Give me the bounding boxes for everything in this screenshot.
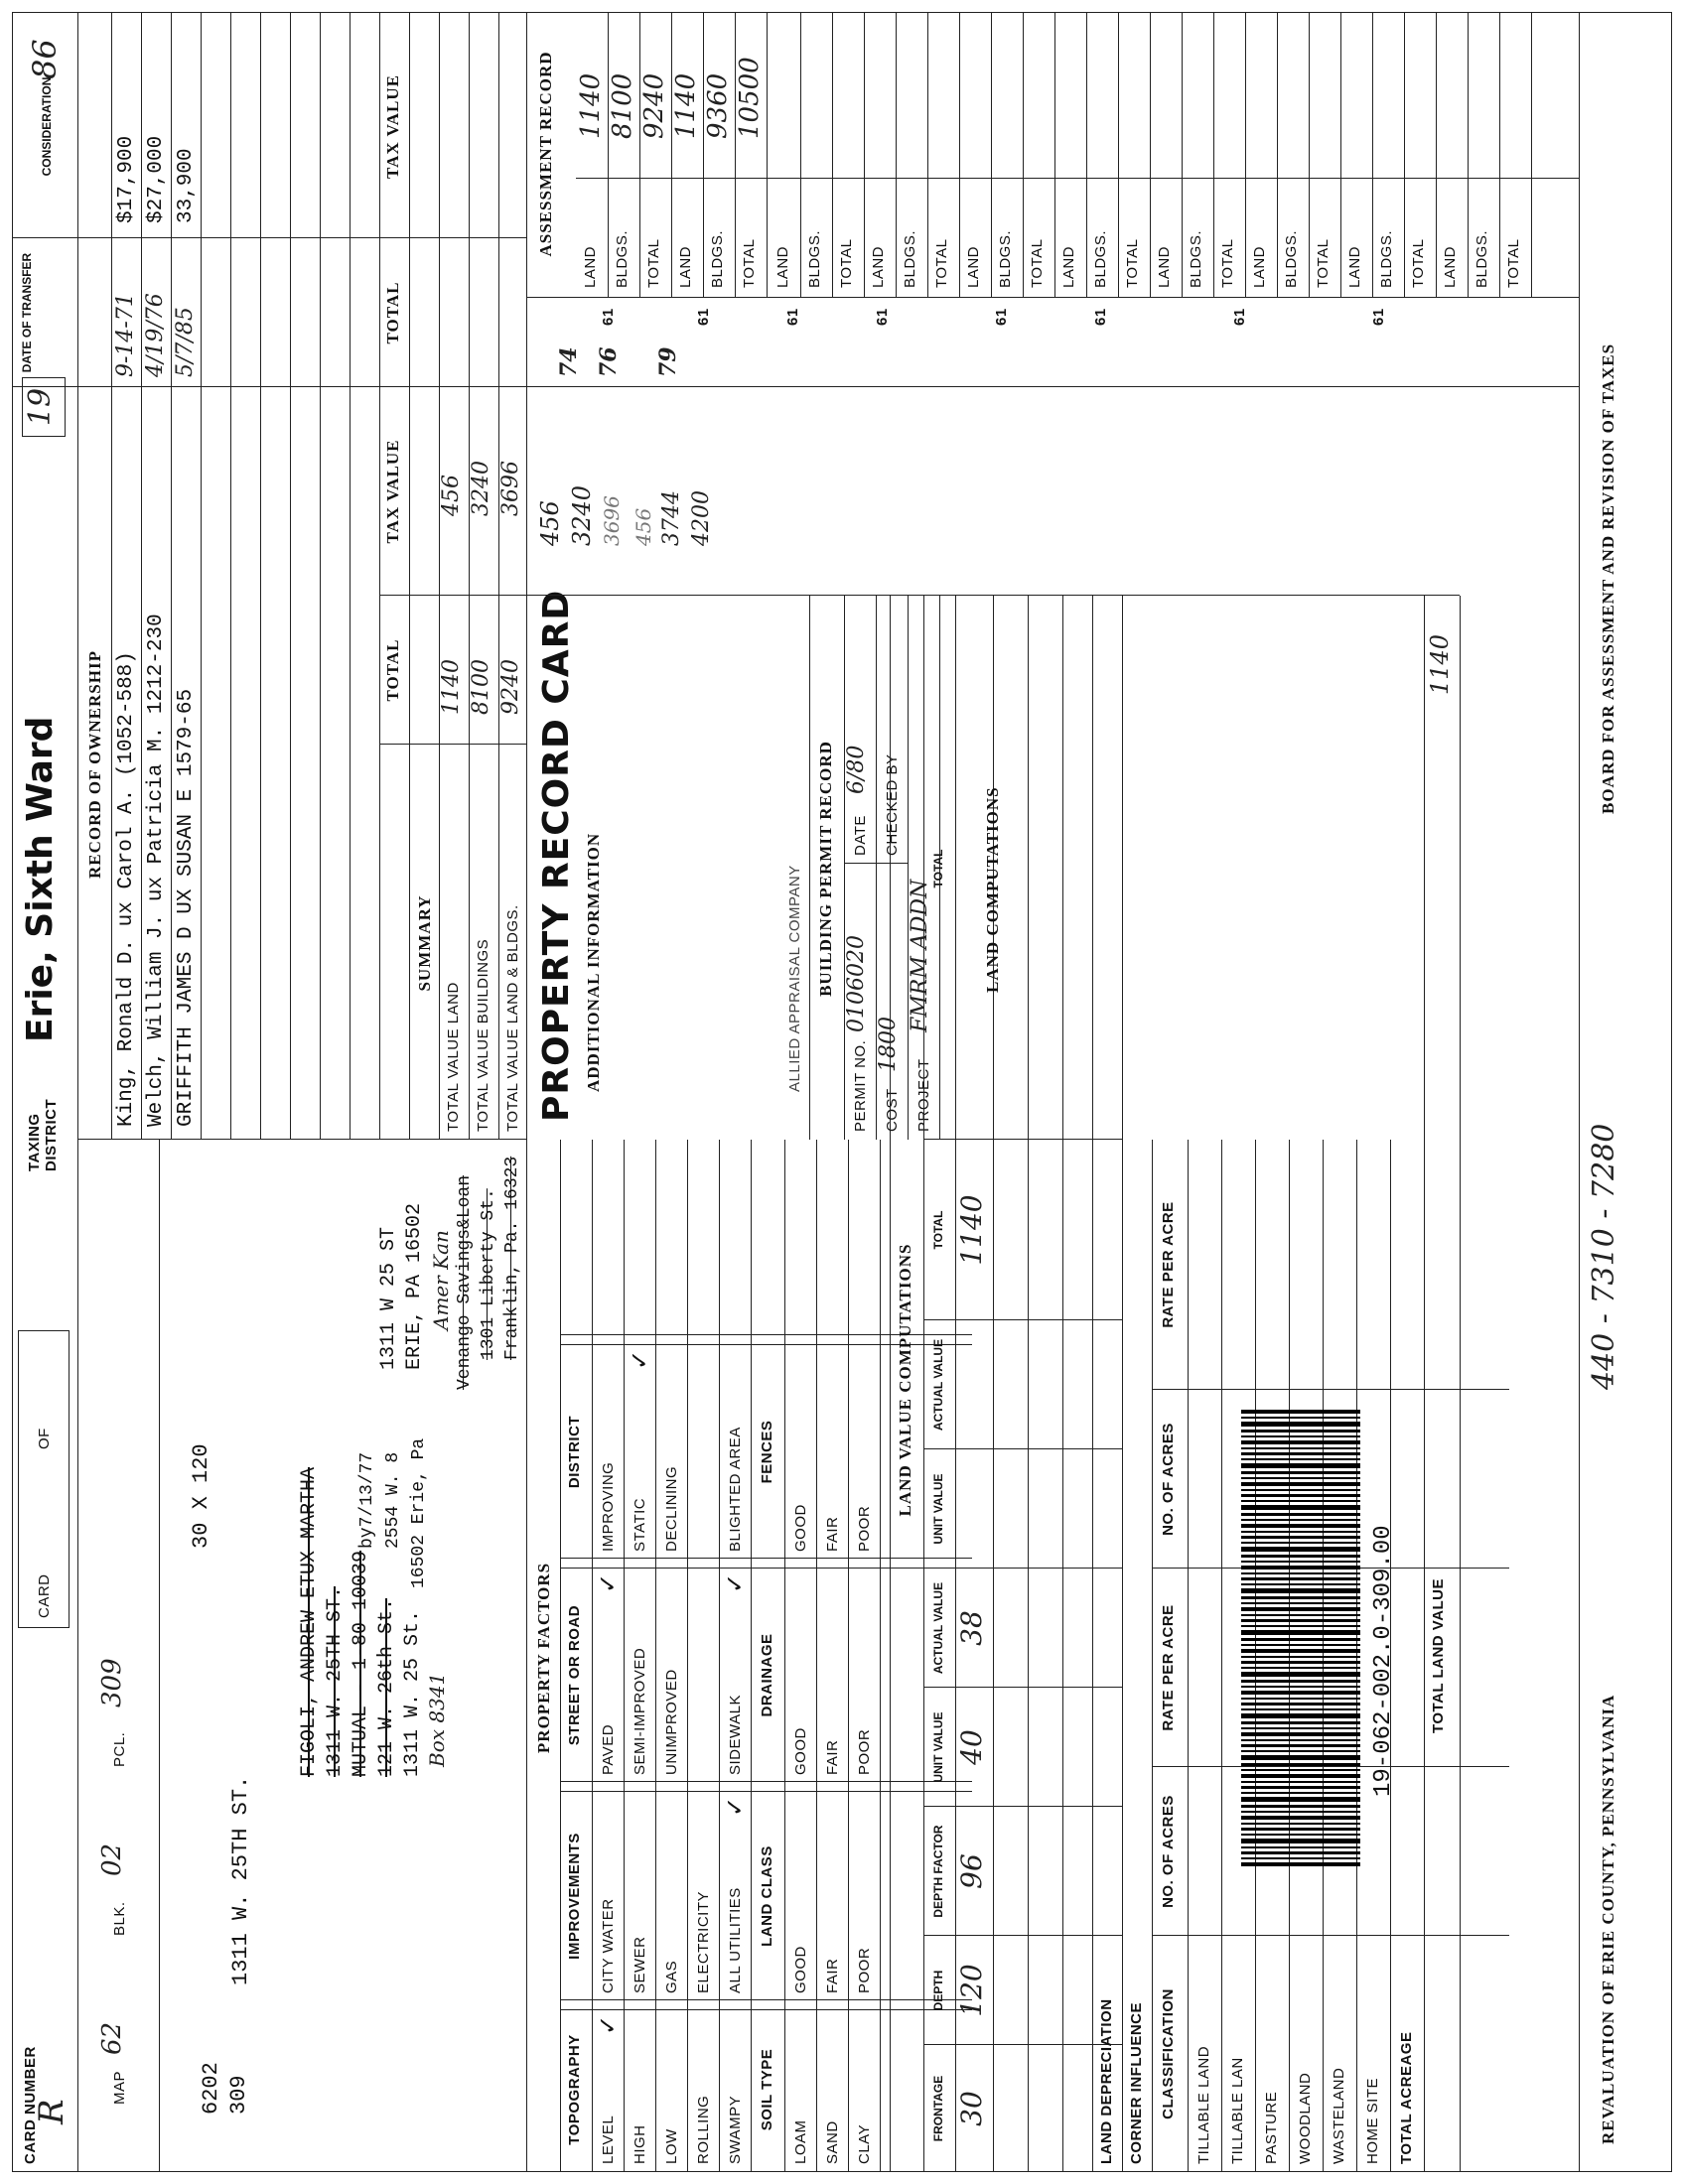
topography-label: TOPOGRAPHY — [566, 2034, 583, 2145]
tax-value-1: 456 — [536, 500, 564, 546]
owner-row-3: GRIFFITH JAMES D UX SUSAN E 1579-65 — [175, 688, 198, 1127]
owner-note-4: 121 W. 26th St. — [375, 1597, 398, 1777]
consideration-label: CONSIDERATION — [40, 76, 54, 177]
assess-year-1: 74 — [556, 346, 582, 377]
blank-land-7: LAND — [1346, 245, 1363, 288]
assess-land-2-value: 1140 — [671, 72, 701, 139]
bank-line-2: 1301 Liberty St. — [479, 1188, 498, 1360]
assess-year-9: 61 — [1092, 308, 1109, 326]
assess-land-2: LAND — [677, 245, 694, 288]
owner-note-by: by7/13/77 — [357, 1451, 377, 1549]
blank-total-5: TOTAL — [1219, 238, 1236, 288]
summary-total-label: TOTAL — [383, 638, 402, 702]
imp-gas: GAS — [663, 1960, 680, 1993]
permit-cost-label: COST — [884, 1088, 901, 1132]
footer-left: REVALUATION OF ERIE COUNTY, PENNSYLVANIA — [1599, 1694, 1617, 2144]
factors-title: PROPERTY FACTORS — [534, 1562, 553, 1754]
owner-row-1: King, Ronald D. ux Carol A. (1052-588) — [115, 651, 138, 1127]
pcl-label: PCL. — [111, 1731, 128, 1767]
imp-sewer: SEWER — [632, 1936, 648, 1993]
blank-bldgs-4: BLDGS. — [1092, 229, 1109, 288]
acre-col-classification: CLASSIFICATION — [1160, 1988, 1177, 2119]
checked-by-label: CHECKED BY — [884, 753, 901, 856]
ownership-title: RECORD OF OWNERSHIP — [85, 650, 104, 879]
summary-row-3-tax: 3696 — [498, 461, 523, 516]
tax-value-6: 4200 — [689, 490, 714, 546]
acre-col-rate-1: RATE PER ACRE — [1160, 1604, 1177, 1731]
check-paved: ✓ — [595, 1572, 622, 1593]
assess-year-10: 61 — [1231, 308, 1248, 326]
blank-bldgs-5: BLDGS. — [1188, 229, 1204, 288]
footer-right: BOARD FOR ASSESSMENT AND REVISION OF TAXES — [1599, 342, 1617, 814]
district-improving: IMPROVING — [600, 1461, 617, 1552]
assess-land-1-value: 1140 — [576, 72, 606, 139]
owner-note-1: FIGOLI, ANDREW ETUX MARTHA — [298, 1466, 321, 1777]
summary-row-1-total: 1140 — [439, 659, 464, 715]
fences-good: GOOD — [792, 1504, 809, 1552]
additional-info-title: ADDITIONAL INFORMATION — [584, 832, 603, 1092]
imp-city-water: CITY WATER — [600, 1898, 617, 1993]
summary-title: SUMMARY — [415, 894, 434, 992]
acre-col-acres-1: NO. OF ACRES — [1160, 1795, 1177, 1908]
blank-bldgs-2: BLDGS. — [902, 229, 918, 288]
permit-date-label: DATE — [852, 815, 869, 856]
lv-col-frontage: FRONTAGE — [931, 2075, 945, 2142]
district-declining: DECLINING — [663, 1465, 680, 1552]
map-label: MAP — [111, 2070, 128, 2105]
permit-cost: 1800 — [876, 1017, 901, 1072]
card-number: R — [32, 2099, 71, 2124]
acre-col-acres-2: NO. OF ACRES — [1160, 1423, 1177, 1536]
pcl-value: 309 — [97, 1658, 127, 1707]
district-blighted: BLIGHTED AREA — [727, 1427, 744, 1552]
parcel-id-1: 6202 — [199, 2062, 223, 2115]
street-label: STREET OR ROAD — [566, 1604, 583, 1746]
owner-row-2-date: 4/19/76 — [143, 293, 168, 377]
owner-row-3-date: 5/7/85 — [173, 307, 198, 377]
owner-note-2: 1311 W. 25TH ST. — [324, 1585, 347, 1777]
acre-pasture: PASTURE — [1263, 2091, 1280, 2164]
lv-col-depth-factor: DEPTH FACTOR — [931, 1825, 945, 1918]
tax-value-4: 456 — [632, 507, 655, 546]
owner-row-1-consideration: $17,900 — [115, 135, 138, 223]
project-label: PROJECT — [915, 1058, 932, 1132]
fences-fair: FAIR — [824, 1516, 841, 1552]
mail-line-1: 1311 W 25 ST — [377, 1226, 400, 1370]
acre-tillable-2: TILLABLE LAN — [1229, 2057, 1246, 2164]
drainage-poor: POOR — [856, 1728, 873, 1775]
acre-tillable-1: TILLABLE LAND — [1195, 2045, 1212, 2164]
permit-date: 6/80 — [844, 745, 869, 794]
blank-bldgs-8: BLDGS. — [1474, 229, 1490, 288]
fences-label: FENCES — [759, 1420, 775, 1484]
taxing-district: Erie, Sixth Ward — [20, 716, 61, 1042]
blank-bldgs-1: BLDGS. — [806, 229, 823, 288]
land-value-title: LAND VALUE COMPUTATIONS — [896, 1243, 914, 1517]
blank-land-6: LAND — [1251, 245, 1268, 288]
assess-year-4: 61 — [600, 308, 617, 326]
soil-clay: CLAY — [856, 2123, 873, 2164]
topo-level: LEVEL — [600, 2115, 617, 2164]
acre-wasteland: WASTELAND — [1331, 2067, 1347, 2164]
blank-total-7: TOTAL — [1410, 238, 1427, 288]
blank-bldgs-6: BLDGS. — [1283, 229, 1300, 288]
blk-label: BLK. — [111, 1901, 128, 1936]
acre-woodland: WOODLAND — [1297, 2072, 1314, 2164]
corner-number: 86 — [26, 39, 64, 79]
lv-col-unit-value-2: UNIT VALUE — [931, 1473, 945, 1545]
summary-row-3-label: TOTAL VALUE LAND & BLDGS. — [504, 904, 521, 1132]
owner-row-3-consideration: 33,900 — [175, 148, 198, 223]
street-sidewalk: SIDEWALK — [727, 1695, 744, 1775]
lv-depth-factor: 96 — [955, 1853, 988, 1889]
total-land-value-label: TOTAL LAND VALUE — [1430, 1577, 1447, 1734]
lv-frontage: 30 — [955, 2091, 988, 2126]
permit-no: 0106020 — [844, 935, 869, 1032]
lv-col-actual-value-1: ACTUAL VALUE — [931, 1581, 945, 1675]
assess-year-3: 79 — [655, 346, 681, 377]
blank-bldgs-7: BLDGS. — [1378, 229, 1395, 288]
topo-rolling: ROLLING — [695, 2095, 712, 2164]
owner-note-5: 1311 W. 25 St. — [401, 1609, 424, 1777]
lv-col-unit-value-1: UNIT VALUE — [931, 1711, 945, 1783]
owner-row-2: Welch, William J. ux Patricia M. 1212-230 — [145, 614, 168, 1127]
assess-year-8: 61 — [993, 308, 1010, 326]
card-number-label: CARD NUMBER — [22, 2046, 39, 2164]
topo-high: HIGH — [632, 2124, 648, 2164]
assess-bldgs-2: BLDGS. — [709, 229, 726, 288]
tax-value-3: 3696 — [600, 495, 624, 546]
lv-col-depth: DEPTH — [931, 1970, 945, 2011]
card-label: CARD — [36, 1573, 53, 1618]
topo-low: LOW — [663, 2128, 680, 2164]
blank-total-3: TOTAL — [1029, 238, 1046, 288]
of-label: OF — [36, 1428, 53, 1449]
map-value: 62 — [97, 2021, 127, 2055]
street-unimproved: UNIMPROVED — [663, 1669, 680, 1775]
bank-line-3: Franklin, Pa. 16323 — [502, 1156, 522, 1360]
lv-col-total-2: TOTAL — [931, 849, 945, 888]
check-level: ✓ — [595, 2014, 622, 2035]
topo-swampy: SWAMPY — [727, 2095, 744, 2164]
blk-value: 02 — [97, 1843, 127, 1876]
assess-year-2: 76 — [596, 346, 622, 377]
drainage-good: GOOD — [792, 1727, 809, 1775]
soil-label: SOIL TYPE — [759, 2048, 775, 2131]
lv-col-actual-value-2: ACTUAL VALUE — [931, 1338, 945, 1432]
assess-total-1: TOTAL — [645, 238, 662, 288]
check-static: ✓ — [627, 1349, 653, 1370]
blank-total-8: TOTAL — [1505, 238, 1522, 288]
assess-total-2: TOTAL — [741, 238, 758, 288]
project-value: FMRM ADDN — [908, 879, 932, 1032]
assess-bldgs-1: BLDGS. — [614, 229, 631, 288]
acre-col-rate-2: RATE PER ACRE — [1160, 1201, 1177, 1328]
fences-poor: POOR — [856, 1505, 873, 1552]
summary-row-2-tax: 3240 — [469, 461, 493, 516]
land-class-poor: POOR — [856, 1947, 873, 1993]
improvements-label: IMPROVEMENTS — [566, 1833, 583, 1960]
summary-row-1-label: TOTAL VALUE LAND — [445, 982, 462, 1132]
assess-total-1-value: 9240 — [639, 72, 669, 139]
tax-value-5: 3744 — [659, 490, 684, 546]
assessment-title: ASSESSMENT RECORD — [536, 51, 555, 257]
owner-note-3: MUTUAL - 1-80-10039 — [350, 1550, 372, 1777]
blank-land-8: LAND — [1442, 245, 1459, 288]
assess-year-7: 61 — [874, 308, 891, 326]
assess-total-2-value: 10500 — [735, 57, 765, 139]
soil-sand: SAND — [824, 2120, 841, 2164]
district-label: DISTRICT — [566, 1415, 583, 1489]
drainage-label: DRAINAGE — [759, 1633, 775, 1717]
owner-note-alt2: 16502 Erie, Pa — [409, 1437, 429, 1588]
street-semi-improved: SEMI-IMPROVED — [632, 1647, 648, 1775]
assess-bldgs-2-value: 9360 — [703, 72, 733, 139]
blank-land-2: LAND — [870, 245, 887, 288]
imp-all-utilities: ALL UTILITIES — [727, 1887, 744, 1993]
district-static: STATIC — [632, 1497, 648, 1552]
soil-loam: LOAM — [792, 2119, 809, 2164]
assess-bldgs-1-value: 8100 — [608, 72, 637, 139]
owner-note-6: Box 8341 — [425, 1672, 449, 1767]
blank-land-4: LAND — [1060, 245, 1077, 288]
summary-row-1-tax: 456 — [439, 475, 464, 516]
blank-total-1: TOTAL — [838, 238, 855, 288]
owner-row-1-date: 9-14-71 — [113, 293, 138, 377]
drainage-fair: FAIR — [824, 1739, 841, 1775]
check-sidewalk: ✓ — [722, 1572, 749, 1593]
lv-col-total-1: TOTAL — [931, 1210, 945, 1250]
blank-bldgs-3: BLDGS. — [997, 229, 1014, 288]
tax-value-2: 3240 — [568, 484, 596, 546]
blank-total-6: TOTAL — [1315, 238, 1332, 288]
land-depreciation: LAND DEPRECIATION — [1098, 1998, 1115, 2164]
allied-company: ALLIED APPRAISAL COMPANY — [786, 865, 803, 1092]
blank-land-1: LAND — [774, 245, 791, 288]
parcel-dimensions: 30 X 120 — [189, 1443, 213, 1549]
blank-total-2: TOTAL — [933, 238, 950, 288]
land-class-fair: FAIR — [824, 1958, 841, 1993]
barcode-text: 19-062-002.0-309.00 — [1370, 1525, 1397, 1797]
summary-extra-total-label: TOTAL — [383, 281, 402, 344]
permit-no-label: PERMIT NO. — [852, 1039, 869, 1132]
summary-row-2-total: 8100 — [469, 659, 493, 715]
bank-line-1: Venango Savings&Loan — [455, 1174, 475, 1390]
footer-handwritten: 440 - 7310 - 7280 — [1587, 1123, 1621, 1390]
street-paved: PAVED — [600, 1723, 617, 1775]
barcode-icon — [1241, 1410, 1360, 1866]
mail-line-2: ERIE, PA 16502 — [403, 1202, 426, 1370]
acre-total: TOTAL ACREAGE — [1398, 2031, 1415, 2164]
assess-year-5: 61 — [695, 308, 712, 326]
assess-land-1: LAND — [582, 245, 599, 288]
parcel-id-2: 309 — [226, 2075, 251, 2115]
blank-land-5: LAND — [1156, 245, 1173, 288]
blank-land-3: LAND — [965, 245, 982, 288]
blank-total-4: TOTAL — [1124, 238, 1141, 288]
owner-note-alt1: 2554 W. 8 — [383, 1451, 403, 1549]
property-card-title: PROPERTY RECORD CARD — [536, 589, 577, 1122]
permit-title: BUILDING PERMIT RECORD — [816, 741, 835, 997]
imp-electricity: ELECTRICITY — [695, 1890, 712, 1993]
lv-unit-value: 40 — [955, 1729, 988, 1765]
lv-total: 1140 — [955, 1194, 988, 1266]
assess-year-11: 61 — [1370, 308, 1387, 326]
corner-influence: CORNER INFLUENCE — [1128, 2001, 1145, 2164]
taxing-district-label: TAXING DISTRICT — [26, 1098, 60, 1171]
land-class-label: LAND CLASS — [759, 1845, 775, 1947]
parcel-address: 1311 W. 25TH ST. — [228, 1775, 253, 1985]
land-class-good: GOOD — [792, 1946, 809, 1993]
box-number: 19 — [22, 377, 66, 437]
lv-actual-value: 38 — [955, 1610, 988, 1646]
assess-year-6: 61 — [784, 308, 801, 326]
summary-extra-tax-label: TAX VALUE — [383, 74, 402, 179]
summary-tax-label: TAX VALUE — [383, 439, 402, 544]
summary-row-3-total: 9240 — [498, 659, 523, 715]
mail-line-3: Amer Kan — [429, 1230, 453, 1330]
acre-home-site: HOME SITE — [1364, 2077, 1381, 2164]
check-all-utilities: ✓ — [722, 1796, 749, 1817]
lv-depth: 120 — [955, 1964, 988, 2017]
summary-row-2-label: TOTAL VALUE BUILDINGS — [475, 938, 491, 1132]
total-land-value: 1140 — [1426, 633, 1454, 695]
date-transfer-label: DATE OF TRANSFER — [20, 252, 34, 373]
owner-row-2-consideration: $27,000 — [145, 135, 168, 223]
land-computations: LAND COMPUTATIONS — [983, 786, 1002, 993]
